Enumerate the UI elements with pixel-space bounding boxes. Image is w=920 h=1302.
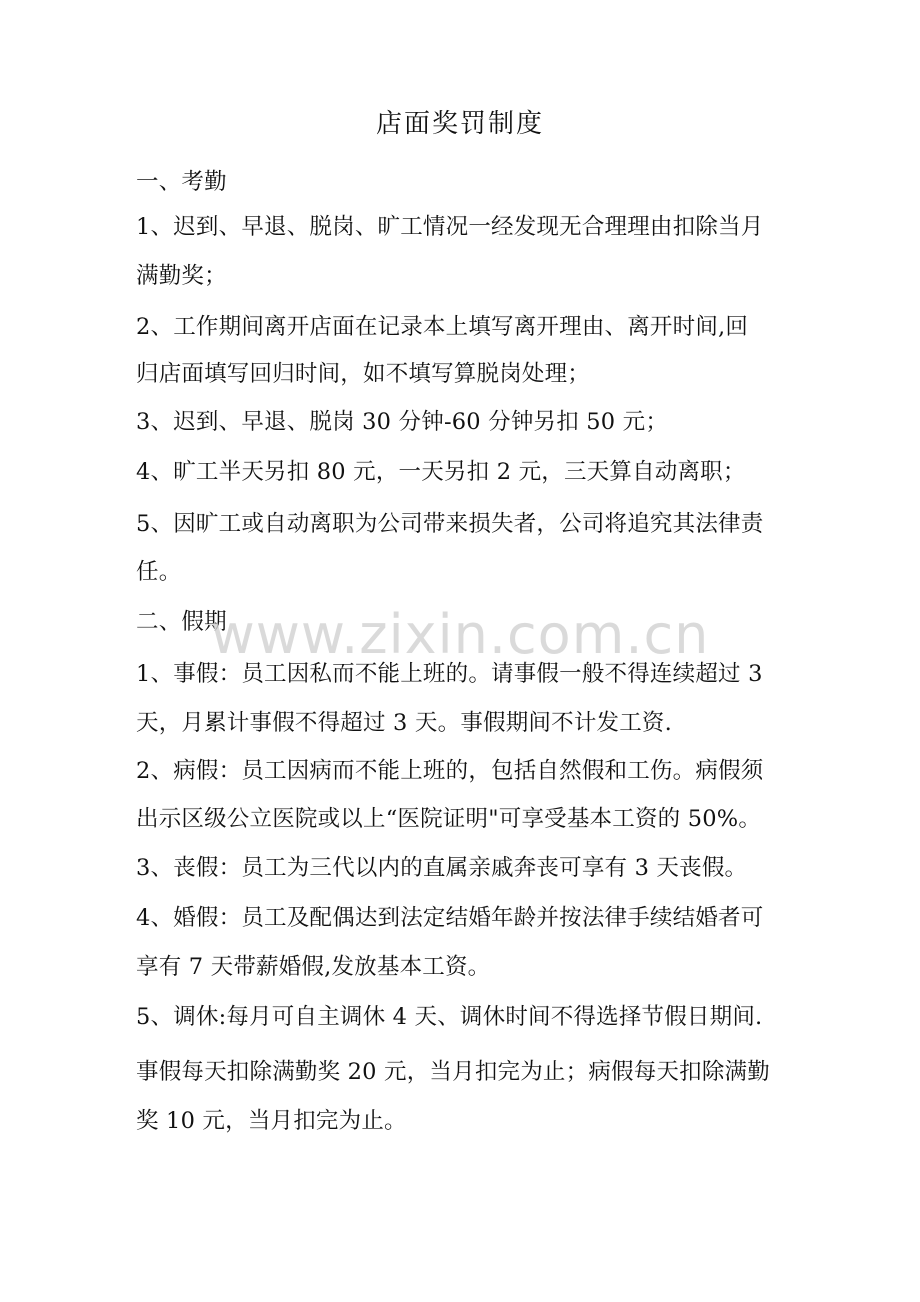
attendance-rule-2-line-1: 2、工作期间离开店面在记录本上填写离开理由、离开时间,回	[136, 314, 749, 340]
attendance-rule-4: 4、旷工半天另扣 80 元，一天另扣 2 元，三天算自动离职；	[136, 459, 746, 485]
document-title: 店面奖罚制度	[375, 109, 544, 139]
deduction-note-line-1: 事假每天扣除满勤奖 20 元，当月扣完为止；病假每天扣除满勤	[136, 1059, 770, 1085]
watermark: www.zixin.com.cn	[210, 603, 710, 666]
leave-rule-5: 5、调休:每月可自主调休 4 天、调休时间不得选择节假日期间.	[136, 1004, 763, 1030]
attendance-rule-1-line-2: 满勤奖；	[136, 263, 227, 289]
leave-rule-4-line-2: 享有 7 天带薪婚假,发放基本工资。	[136, 954, 491, 980]
leave-rule-3: 3、丧假：员工为三代以内的直属亲戚奔丧可享有 3 天丧假。	[136, 855, 748, 881]
attendance-rule-3: 3、迟到、早退、脱岗 30 分钟-60 分钟另扣 50 元；	[136, 409, 669, 435]
attendance-rule-5-line-1: 5、因旷工或自动离职为公司带来损失者，公司将追究其法律责	[136, 511, 764, 537]
leave-rule-2-line-2: 出示区级公立医院或以上“医院证明"可享受基本工资的 50%。	[136, 806, 762, 832]
leave-rule-1-line-2: 天，月累计事假不得超过 3 天。事假期间不计发工资.	[136, 710, 672, 736]
leave-rule-1-line-1: 1、事假：员工因私而不能上班的。请事假一般不得连续超过 3	[136, 661, 763, 687]
leave-rule-2-line-1: 2、病假：员工因病而不能上班的，包括自然假和工伤。病假须	[136, 758, 764, 784]
attendance-rule-2-line-2: 归店面填写回归时间，如不填写算脱岗处理；	[136, 361, 591, 387]
attendance-rule-5-line-2: 任。	[136, 559, 182, 585]
deduction-note-line-2: 奖 10 元，当月扣完为止。	[136, 1108, 407, 1134]
section-heading-attendance: 一、考勤	[136, 169, 227, 195]
leave-rule-4-line-1: 4、婚假：员工及配偶达到法定结婚年龄并按法律手续结婚者可	[136, 905, 764, 931]
attendance-rule-1-line-1: 1、迟到、早退、脱岗、旷工情况一经发现无合理理由扣除当月	[136, 214, 764, 240]
section-heading-leave: 二、假期	[136, 609, 227, 635]
